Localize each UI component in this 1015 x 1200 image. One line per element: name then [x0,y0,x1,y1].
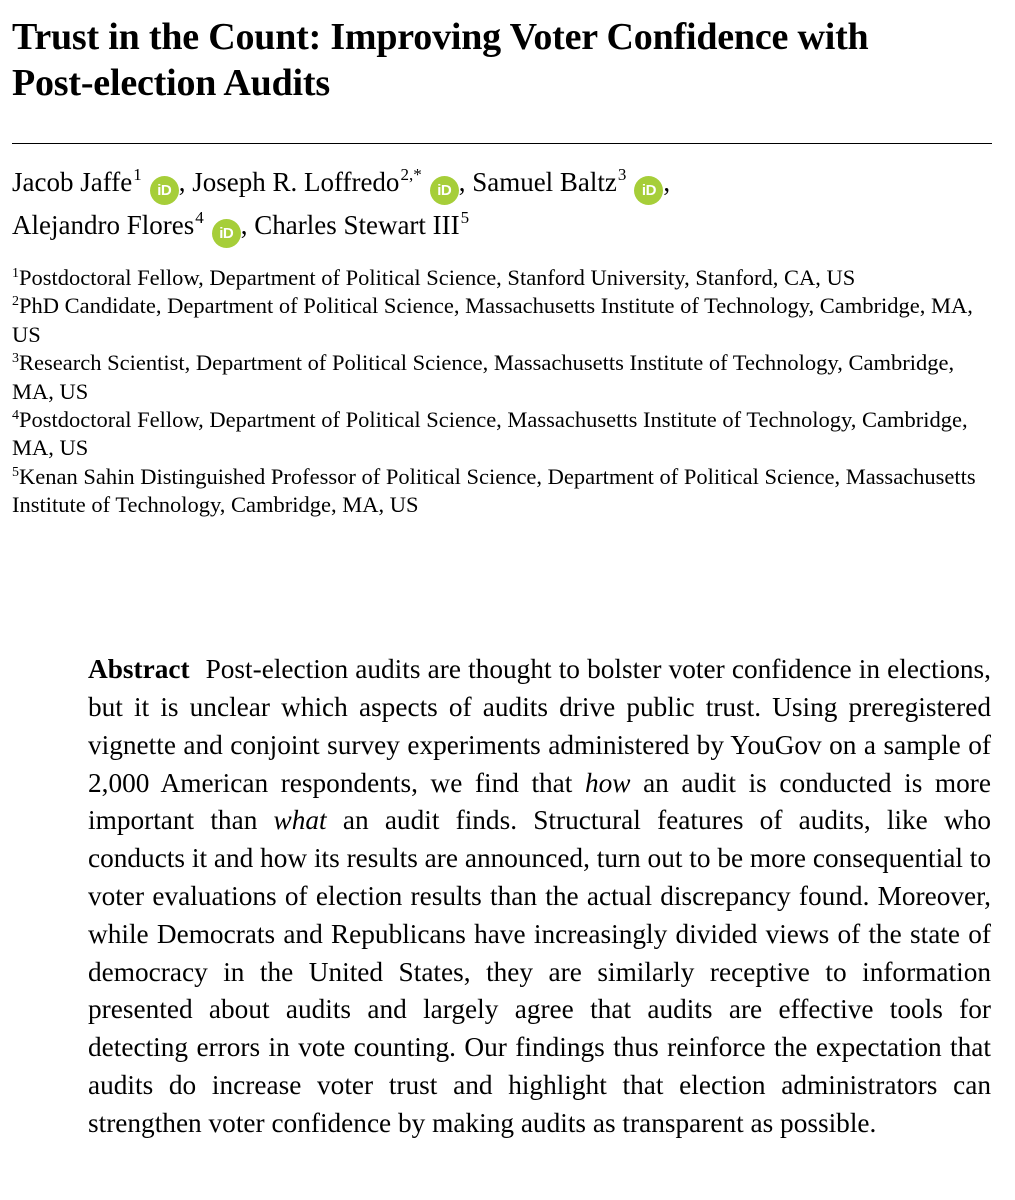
affiliation-text: Postdoctoral Fellow, Department of Political Science, Massachusetts Institute of Technology, Cambridge, MA, US [12,407,968,461]
author-affiliation-marker: 1 [133,165,142,184]
affiliation-1 [12,264,997,292]
title-line-1: Trust in the Count: Improving Voter Confidence with [12,16,869,58]
abstract-text-2: an audit is conducted is more important than [88,767,991,836]
title-line-2: Post-election Audits [12,62,330,104]
abstract-label: Abstract [88,654,190,685]
author-affiliation-marker: 2,* [400,165,422,184]
author-list [12,162,1002,248]
affiliation-number: 1 [12,266,19,281]
author-name: Alejandro Flores [12,210,195,240]
abstract [88,651,991,1142]
affiliation-text: Kenan Sahin Distinguished Professor of Political Science, Department of Political Science, Massachusetts Institute of Technology, Cambridge, MA, US [12,463,976,518]
affiliation-4 [12,406,997,463]
abstract-emphasis-how: how [584,767,631,798]
abstract-text-3: an audit finds. Structural features of audits, like who conducts it and how its results are announced, turn out to be more consequential to voter evaluations of election results than the actual discrepancy found. Moreover, while Democrats and Republicans have increasingly divided views of the state of democracy in the United States, they are similarly receptive to information presented about audits and largely agree that audits are effective tools for detecting errors in vote counting. Our findings thus reinforce the expectation that audits do increase voter trust and highlight that election administrators can strengthen voter confidence by making audits as transparent as possible. [88,805,991,1138]
abstract-emphasis-what: what [273,805,327,836]
paper-title [12,14,1002,106]
author-flores [12,210,247,240]
author-name: Jacob Jaffe [12,167,133,197]
author-separator: , [178,167,186,197]
author-baltz [472,167,670,197]
abstract-text-1: Post-election audits are thought to bolster voter confidence in elections, but it is unclear which aspects of audits drive public trust. Using preregistered vignette and conjoint survey experiments administered by YouGov on a sample of 2,000 American respondents, we find that [88,654,991,798]
affiliation-text: PhD Candidate, Department of Political Science, Massachusetts Institute of Technology, Cambridge, MA, US [12,293,973,347]
author-stewart [254,210,469,240]
affiliation-text: Research Scientist, Department of Political Science, Massachusetts Institute of Technology, Cambridge, MA, US [12,350,955,404]
author-separator: , [458,167,466,197]
author-affiliation-marker: 4 [195,208,204,227]
affiliation-list [12,264,997,520]
orcid-icon[interactable]: iD [212,219,241,248]
author-separator: , [240,210,248,240]
affiliation-text: Postdoctoral Fellow, Department of Political Science, Stanford University, Stanford, CA, US [19,265,856,290]
author-jaffe [12,167,185,197]
affiliation-number: 5 [12,464,19,480]
author-affiliation-marker: 3 [617,165,627,184]
affiliation-2 [12,292,997,349]
author-name: Samuel Baltz [472,167,617,197]
author-name: Joseph R. Loffredo [192,167,400,197]
affiliation-number: 4 [12,408,19,424]
affiliation-5 [12,463,997,520]
orcid-icon[interactable]: iD [150,176,179,205]
author-name: Charles Stewart III [254,210,460,240]
author-affiliation-marker: 5 [460,208,470,227]
orcid-icon[interactable]: iD [430,176,459,205]
author-loffredo [192,167,465,197]
affiliation-number: 3 [12,351,19,367]
affiliation-3 [12,349,997,406]
orcid-icon[interactable]: iD [634,176,663,205]
affiliation-number: 2 [12,294,19,310]
title-divider [12,143,992,144]
author-separator: , [663,167,671,197]
